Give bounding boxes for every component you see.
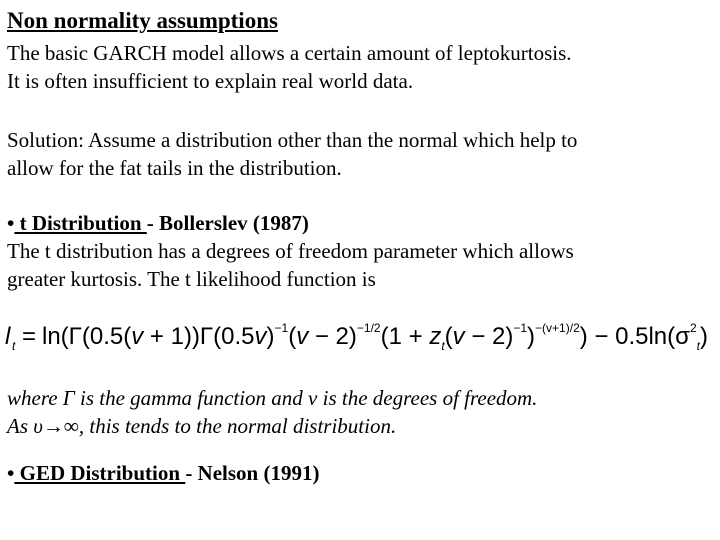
formula-close-1: ) — [266, 323, 275, 350]
formula-nu-4: v — [452, 323, 465, 350]
solution-line-2: allow for the fat tails in the distribution. — [7, 156, 342, 180]
formula-open-3: (1 + — [380, 323, 430, 350]
t-distribution-line-1: The t distribution has a degrees of freedom parameter which allows — [7, 239, 574, 263]
intro-line-1: The basic GARCH model allows a certain amount of leptokurtosis. — [7, 41, 572, 65]
formula-exp-1: −1 — [274, 321, 289, 335]
formula-sigma-sup: 2 — [689, 321, 697, 335]
ged-distribution-section — [7, 459, 319, 487]
formula-plus-one: + 1))Γ(0.5 — [143, 323, 255, 350]
intro-line-2: It is often insufficient to explain real world data. — [7, 69, 414, 93]
formula-equals: = — [22, 323, 37, 350]
formula-minus-two-2: − 2) — [464, 323, 514, 350]
formula-body — [42, 321, 708, 353]
formula-lhs: l — [5, 323, 11, 350]
formula-exp-4: −(v+1)/2 — [535, 321, 580, 335]
formula-nu-3: v — [296, 323, 309, 350]
formula-nu-2: v — [254, 323, 267, 350]
t-distribution-line-2: greater kurtosis. The t likelihood function is — [7, 267, 376, 291]
formula-sigma-sub: t — [696, 339, 700, 353]
formula-nu-1: v — [131, 323, 144, 350]
formula-close-3: ) — [527, 323, 536, 350]
formula-z-sub: t — [441, 339, 445, 353]
formula-graphic — [0, 310, 720, 362]
formula-exp-3: −1 — [513, 321, 528, 335]
formula-ln-gamma: ln(Γ(0.5( — [42, 323, 132, 350]
where-paragraph — [7, 384, 537, 440]
solution-line-1: Solution: Assume a distribution other than the normal which help to — [7, 128, 578, 152]
slide-title: Non normality assumptions — [7, 8, 278, 33]
formula-open-4: ( — [444, 323, 453, 350]
t-distribution-heading: t Distribution — [14, 211, 147, 235]
bullet-icon: • — [7, 211, 15, 235]
ged-distribution-author: - Nelson (1991) — [185, 461, 320, 485]
t-likelihood-formula — [0, 310, 720, 362]
t-distribution-section — [7, 209, 574, 293]
formula-end: ) — [699, 323, 708, 350]
t-distribution-heading-line — [7, 209, 574, 237]
formula-lhs-sub: t — [12, 339, 16, 353]
formula-minus-two-1: − 2) — [308, 323, 357, 350]
formula-exp-2: −1/2 — [356, 321, 381, 335]
formula-tail: ) − 0.5ln(σ — [579, 323, 690, 350]
intro-paragraph — [7, 39, 572, 95]
where-line-2: As υ→∞, this tends to the normal distribution. — [7, 414, 397, 438]
formula-z: z — [429, 323, 442, 350]
formula-open-2: ( — [288, 323, 297, 350]
ged-distribution-heading: GED Distribution — [14, 461, 186, 485]
solution-paragraph — [7, 126, 577, 182]
t-distribution-author: - Bollerslev (1987) — [146, 211, 309, 235]
bullet-icon: • — [7, 461, 15, 485]
where-line-1: where Γ is the gamma function and ν is the degrees of freedom. — [7, 386, 538, 410]
